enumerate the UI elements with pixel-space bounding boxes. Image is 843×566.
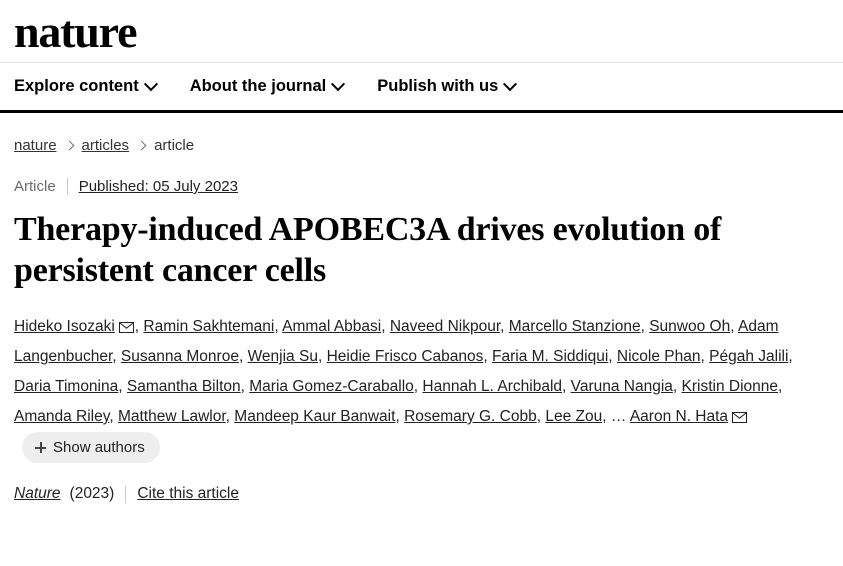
main-navigation <box>0 63 843 113</box>
chevron-right-icon <box>137 141 147 151</box>
author-link[interactable]: Hideko Isozaki <box>14 318 115 335</box>
chevron-right-icon <box>64 141 74 151</box>
nav-item-label: Explore content <box>14 77 139 95</box>
author-link[interactable]: Daria Timonina <box>14 378 119 395</box>
show-authors-label: Show authors <box>53 439 145 456</box>
site-masthead <box>0 0 843 63</box>
breadcrumb-item-article: article <box>154 137 195 154</box>
author-link[interactable]: Faria M. Siddiqui <box>492 348 609 365</box>
article-meta <box>14 178 829 195</box>
meta-divider <box>67 178 68 195</box>
author-link[interactable]: Kristin Dionne <box>681 378 779 395</box>
author-link[interactable]: Varuna Nangia <box>570 378 673 395</box>
author-link[interactable]: Mandeep Kaur Banwait <box>234 408 396 425</box>
authors-ellipsis: … <box>610 408 627 425</box>
author-link[interactable]: Rosemary G. Cobb <box>404 408 537 425</box>
author-link[interactable]: Amanda Riley <box>14 408 110 425</box>
show-authors-button[interactable] <box>22 432 160 463</box>
chevron-down-icon <box>144 77 158 91</box>
author-link[interactable]: Ramin Sakhtemani <box>143 318 275 335</box>
author-link[interactable]: Maria Gomez-Caraballo <box>249 378 414 395</box>
author-link[interactable]: Matthew Lawlor <box>117 408 226 425</box>
author-link-last[interactable]: Aaron N. Hata <box>629 408 729 425</box>
author-link[interactable]: Ammal Abbasi <box>282 318 382 335</box>
page-title: Therapy-induced APOBEC3A drives evolution of persistent cancer cells <box>14 211 722 289</box>
author-link[interactable]: Heidie Frisco Cabanos <box>326 348 484 365</box>
breadcrumb <box>14 137 829 154</box>
journal-citation <box>14 485 829 503</box>
chevron-down-icon <box>331 77 345 91</box>
cite-article-link[interactable]: Cite this article <box>137 485 239 502</box>
article-content <box>0 137 843 503</box>
author-link[interactable]: Hannah L. Archibald <box>422 378 563 395</box>
author-list: Hideko Isozaki , Ramin Sakhtemani, Ammal Abbasi, Naveed Nikpour, Marcello Stanzione, Sunwoo Oh, Adam Langenbucher, Susanna Monroe, Wenjia Su, Heidie Frisco Cabanos, Faria M. Siddiqui, Nicole Phan, Pégah Jalili, Daria Timonina, Samantha Bilton, Maria Gomez-Caraballo, Hannah L. Archibald, Varuna Nangia, Kristin Dionne, Amanda Riley, Matthew Lawlor, Mandeep Kaur Banwait, Rosemary G. Cobb, Lee Zou, … Aaron N. Hata Show authors <box>14 312 829 463</box>
meta-divider <box>125 486 126 503</box>
nav-item-about-the-journal[interactable] <box>190 77 344 96</box>
author-link[interactable]: Sunwoo Oh <box>649 318 731 335</box>
author-link[interactable]: Pégah Jalili <box>709 348 789 365</box>
author-link[interactable]: Adam Langenbucher <box>14 318 779 365</box>
plus-icon <box>35 442 46 453</box>
author-link[interactable]: Samantha Bilton <box>126 378 241 395</box>
author-link[interactable]: Nicole Phan <box>616 348 701 365</box>
nature-logo[interactable]: nature <box>14 6 137 57</box>
author-link[interactable]: Lee Zou <box>545 408 603 425</box>
journal-year: (2023) <box>69 485 115 502</box>
email-icon[interactable] <box>732 412 747 423</box>
breadcrumb-item-articles[interactable]: articles <box>81 137 130 154</box>
nav-item-explore-content[interactable] <box>14 77 156 96</box>
article-type-label: Article <box>14 178 56 195</box>
chevron-down-icon <box>503 77 517 91</box>
nav-item-label: Publish with us <box>377 77 499 95</box>
author-link[interactable]: Wenjia Su <box>247 348 318 365</box>
author-link[interactable]: Marcello Stanzione <box>508 318 641 335</box>
published-date-link[interactable]: Published: 05 July 2023 <box>78 178 238 195</box>
journal-name-link[interactable]: Nature <box>14 485 61 502</box>
email-icon[interactable] <box>119 322 134 333</box>
author-link[interactable]: Susanna Monroe <box>120 348 239 365</box>
nav-item-publish-with-us[interactable] <box>377 77 515 96</box>
breadcrumb-item-nature[interactable]: nature <box>14 137 57 154</box>
nav-item-label: About the journal <box>189 77 327 95</box>
author-link[interactable]: Naveed Nikpour <box>389 318 501 335</box>
